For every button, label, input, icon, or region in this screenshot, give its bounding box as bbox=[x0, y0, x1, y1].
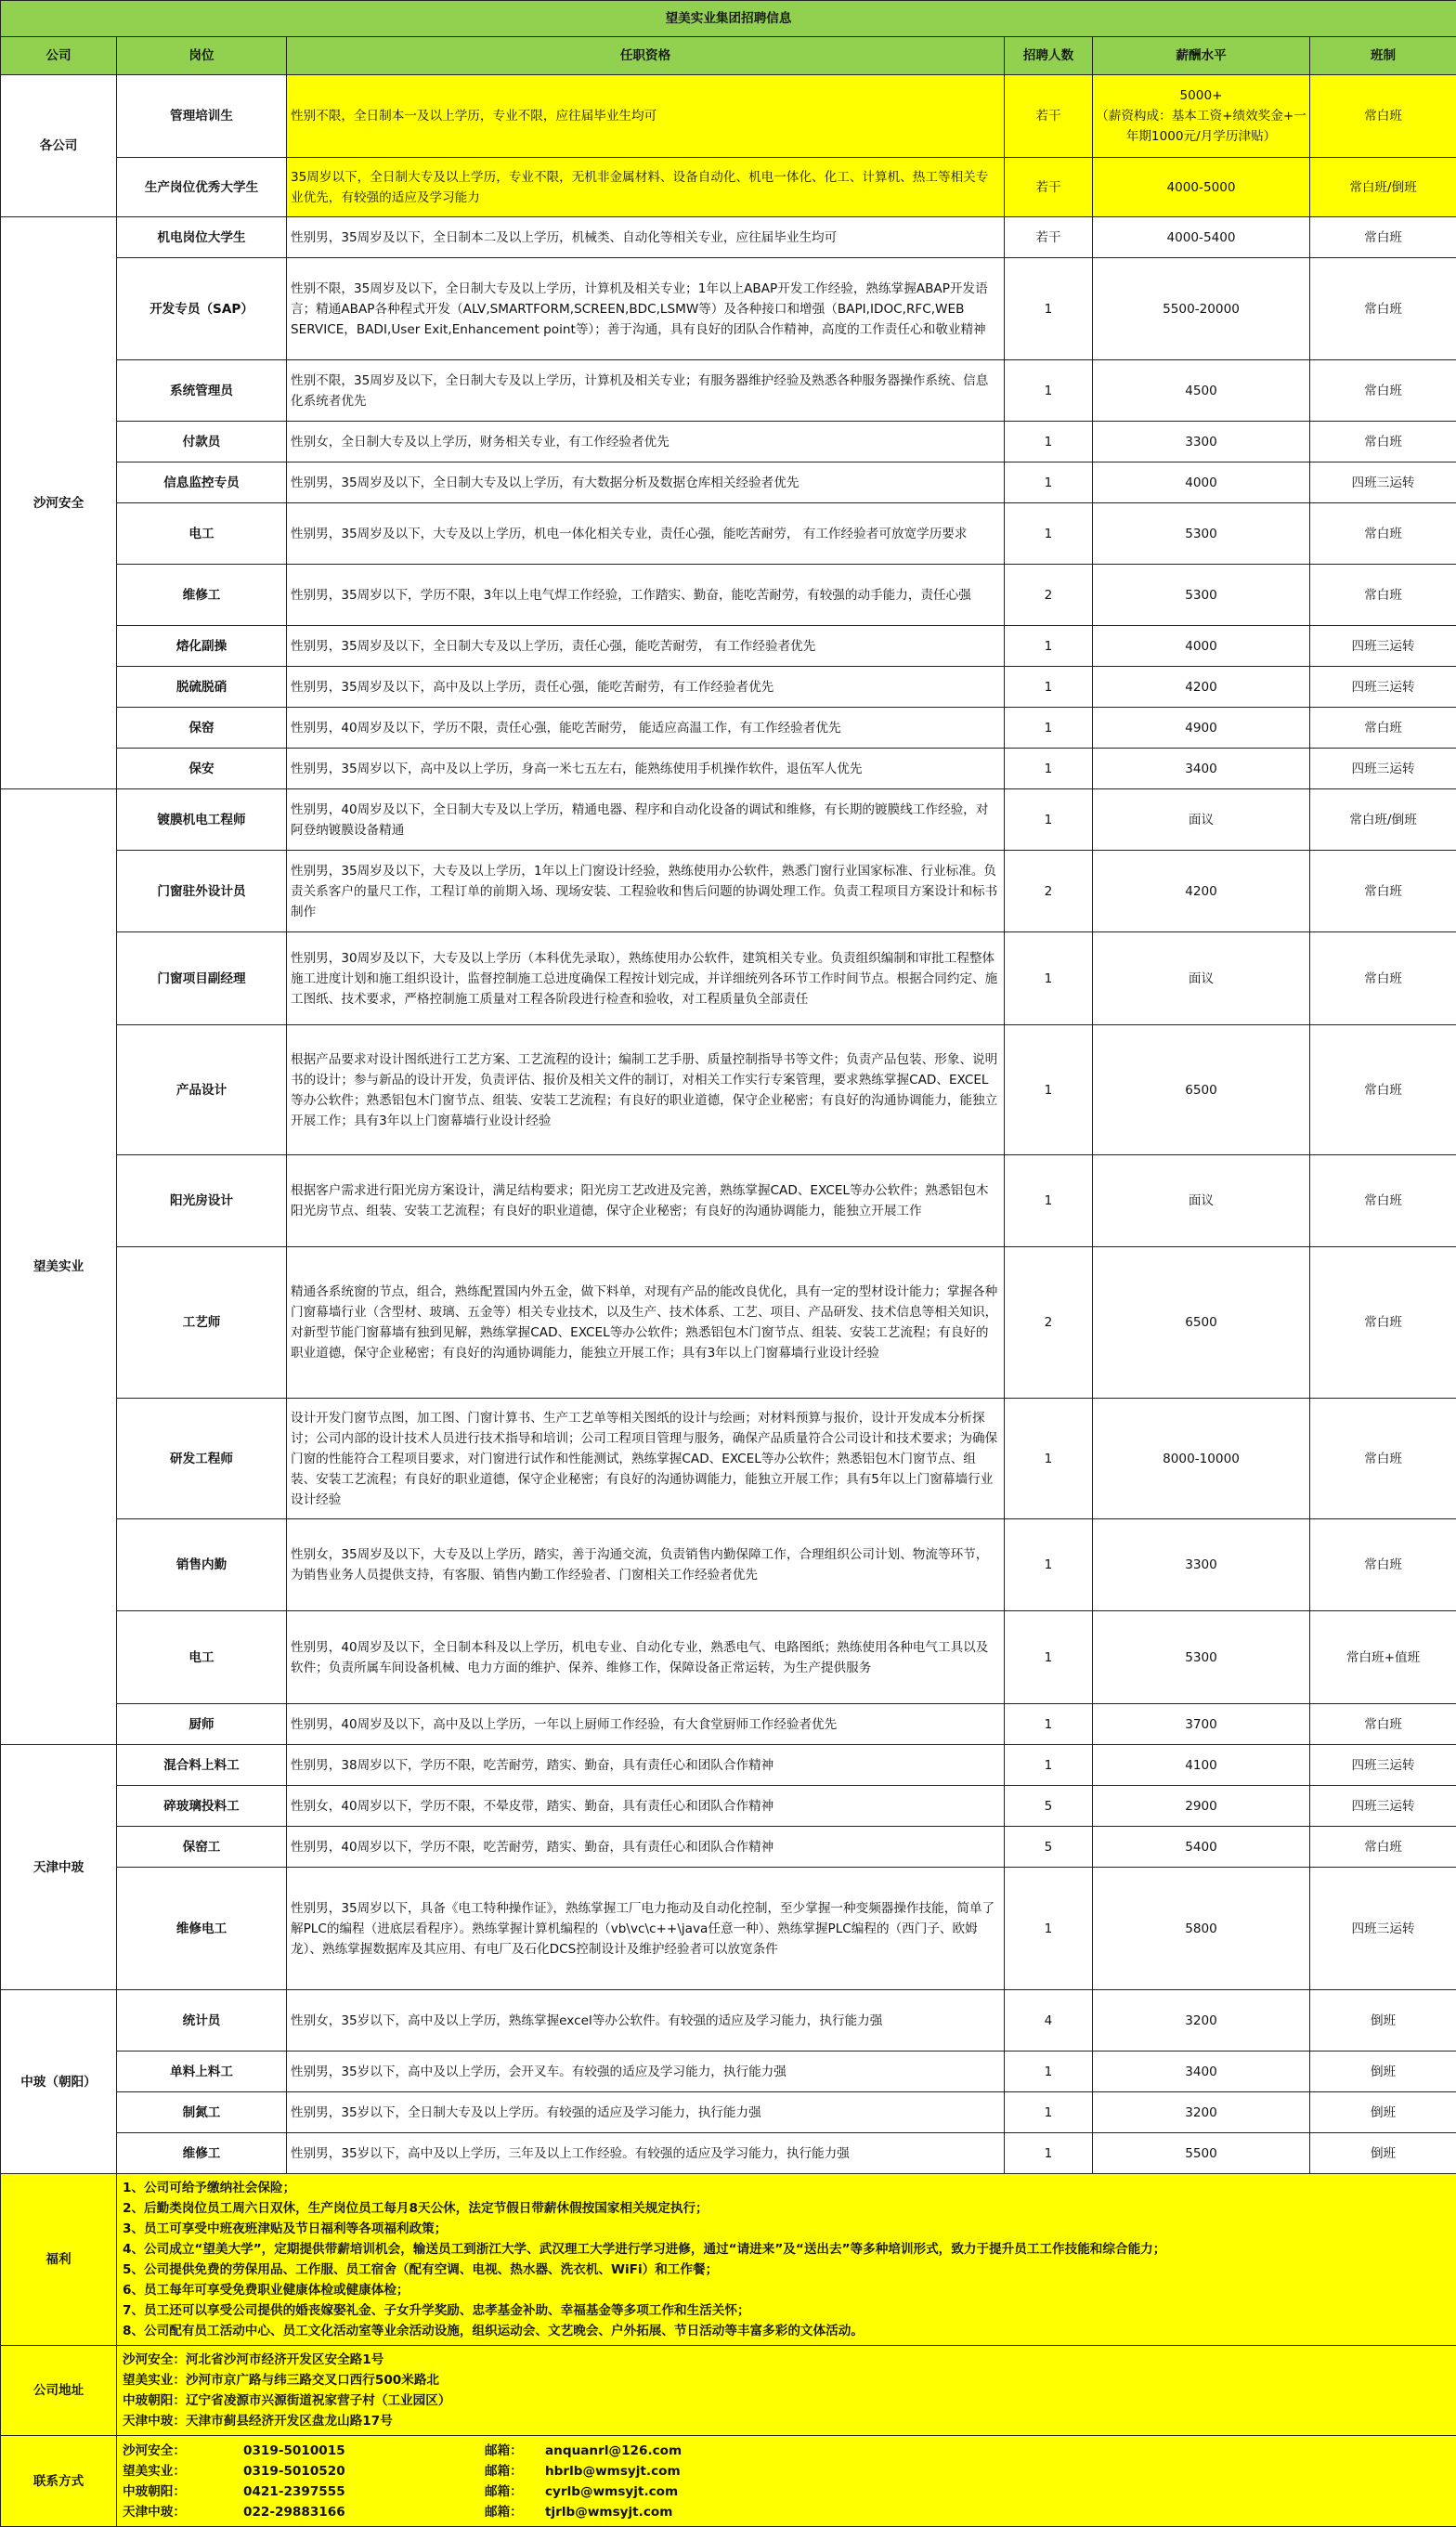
count-cell: 1 bbox=[1005, 258, 1093, 360]
count-cell: 1 bbox=[1005, 2052, 1093, 2092]
count-cell: 1 bbox=[1005, 360, 1093, 422]
table-header-row bbox=[1, 37, 1456, 75]
benefit-item: 3、员工可享受中班夜班津贴及节日福利等各项福利政策； bbox=[123, 2219, 1450, 2239]
table-row bbox=[1, 1399, 1456, 1519]
requirements-cell: 根据客户需求进行阳光房方案设计，满足结构要求；阳光房工艺改进及完善，熟练掌握CAD、EXCEL等办公软件；熟悉铝包木阳光房节点、组装、安装工艺流程；有良好的职业道德，保守企业秘密；有良好的沟通协调能力，能独立开展工作 bbox=[287, 1155, 1005, 1247]
position-cell: 门窗项目副经理 bbox=[117, 932, 287, 1025]
count-cell: 1 bbox=[1005, 1155, 1093, 1247]
table-row bbox=[1, 360, 1456, 422]
shift-cell: 常白班 bbox=[1310, 1519, 1456, 1611]
benefits-label: 福利 bbox=[1, 2174, 117, 2346]
position-cell: 熔化副操 bbox=[117, 626, 287, 667]
position-cell: 开发专员（SAP） bbox=[117, 258, 287, 360]
requirements-cell: 性别男，35周岁及以下，高中及以上学历，责任心强，能吃苦耐劳，有工作经验者优先 bbox=[287, 667, 1005, 708]
table-row bbox=[1, 1611, 1456, 1704]
position-cell: 维修工 bbox=[117, 2133, 287, 2174]
requirements-cell: 性别男，40周岁及以下，学历不限，责任心强，能吃苦耐劳， 能适应高温工作，有工作经验者优先 bbox=[287, 708, 1005, 749]
contact-email-label: 邮箱： bbox=[485, 2502, 545, 2522]
salary-cell: 4000-5000 bbox=[1093, 158, 1310, 217]
count-cell: 1 bbox=[1005, 2133, 1093, 2174]
contact-email[interactable]: anquanrl@126.com bbox=[545, 2441, 682, 2461]
benefit-item: 2、后勤类岗位员工周六日双休，生产岗位员工每月8天公休，法定节假日带薪休假按国家相关规定执行； bbox=[123, 2198, 1450, 2219]
requirements-cell: 性别男，35周岁及以下，全日制本二及以上学历，机械类、自动化等相关专业，应往届毕业生均可 bbox=[287, 217, 1005, 258]
requirements-cell: 性别不限，35周岁及以下，全日制大专及以上学历，计算机及相关专业；1年以上ABAP开发工作经验，熟练掌握ABAP开发语言；精通ABAP各种程式开发（ALV,SMARTFORM,SCREEN,BDC,LSMW等）及各种接口和增强（BAPI,IDOC,RFC,WEB SERVICE，BADI,User Exit,Enhancement point等）；善于沟通，具有良好的团队合作精神，高度的工作责任心和敬业精神 bbox=[287, 258, 1005, 360]
company-cell: 望美实业 bbox=[1, 789, 117, 1745]
contact-email-label: 邮箱： bbox=[485, 2461, 545, 2481]
requirements-cell: 根据产品要求对设计图纸进行工艺方案、工艺流程的设计；编制工艺手册、质量控制指导书等文件；负责产品包装、形象、说明书的设计；参与新品的设计开发，负责评估、报价及相关文件的制订，对相关工作实行专案管理，要求熟练掌握CAD、EXCEL等办公软件；熟悉铝包木门窗节点、组装、安装工艺流程；有良好的职业道德，保守企业秘密；有良好的沟通协调能力，能独立开展工作；具有3年以上门窗幕墙行业设计经验 bbox=[287, 1025, 1005, 1155]
table-row bbox=[1, 422, 1456, 462]
shift-cell: 常白班 bbox=[1310, 503, 1456, 565]
salary-cell: 4200 bbox=[1093, 667, 1310, 708]
shift-cell: 常白班/倒班 bbox=[1310, 789, 1456, 851]
salary-cell: 4100 bbox=[1093, 1745, 1310, 1786]
contact-list bbox=[117, 2436, 1456, 2527]
shift-cell: 四班三运转 bbox=[1310, 667, 1456, 708]
salary-cell: 4000-5400 bbox=[1093, 217, 1310, 258]
position-cell: 保安 bbox=[117, 749, 287, 789]
count-cell: 2 bbox=[1005, 1247, 1093, 1399]
benefit-item: 7、员工还可以享受公司提供的婚丧嫁娶礼金、子女升学奖励、忠孝基金补助、幸福基金等多项工作和生活关怀； bbox=[123, 2300, 1450, 2321]
requirements-cell: 性别男，40周岁及以下，高中及以上学历，一年以上厨师工作经验，有大食堂厨师工作经验者优先 bbox=[287, 1704, 1005, 1745]
count-cell: 1 bbox=[1005, 1399, 1093, 1519]
contact-item bbox=[123, 2481, 1450, 2502]
shift-cell: 四班三运转 bbox=[1310, 462, 1456, 503]
shift-cell: 常白班/倒班 bbox=[1310, 158, 1456, 217]
table-row bbox=[1, 1990, 1456, 2052]
shift-cell: 常白班 bbox=[1310, 1704, 1456, 1745]
salary-cell: 5500-20000 bbox=[1093, 258, 1310, 360]
position-cell: 镀膜机电工程师 bbox=[117, 789, 287, 851]
position-cell: 管理培训生 bbox=[117, 75, 287, 158]
address-item: 中玻朝阳：辽宁省凌源市兴源街道祝家营子村（工业园区） bbox=[123, 2390, 1450, 2411]
table-row bbox=[1, 1868, 1456, 1990]
shift-cell: 倒班 bbox=[1310, 1990, 1456, 2052]
count-cell: 若干 bbox=[1005, 75, 1093, 158]
position-cell: 机电岗位大学生 bbox=[117, 217, 287, 258]
shift-cell: 常白班 bbox=[1310, 258, 1456, 360]
table-row bbox=[1, 462, 1456, 503]
shift-cell: 常白班 bbox=[1310, 1827, 1456, 1868]
position-cell: 信息监控专员 bbox=[117, 462, 287, 503]
count-cell: 1 bbox=[1005, 1025, 1093, 1155]
salary-cell: 面议 bbox=[1093, 932, 1310, 1025]
table-row bbox=[1, 565, 1456, 626]
table-row bbox=[1, 1704, 1456, 1745]
salary-cell: 3200 bbox=[1093, 2092, 1310, 2133]
contact-email-label: 邮箱： bbox=[485, 2481, 545, 2502]
shift-cell: 四班三运转 bbox=[1310, 749, 1456, 789]
table-row bbox=[1, 1786, 1456, 1827]
table-row bbox=[1, 708, 1456, 749]
salary-cell: 5400 bbox=[1093, 1827, 1310, 1868]
table-row bbox=[1, 258, 1456, 360]
count-cell: 1 bbox=[1005, 1868, 1093, 1990]
benefit-item: 4、公司成立“望美大学”，定期提供带薪培训机会，输送员工到浙江大学、武汉理工大学进行学习进修，通过“请进来”及“送出去”等多种培训形式，致力于提升员工工作技能和综合能力； bbox=[123, 2239, 1450, 2260]
shift-cell: 四班三运转 bbox=[1310, 626, 1456, 667]
shift-cell: 常白班 bbox=[1310, 708, 1456, 749]
company-cell: 沙河安全 bbox=[1, 217, 117, 789]
requirements-cell: 精通各系统窗的节点，组合，熟练配置国内外五金，做下料单，对现有产品的能改良优化，具有一定的型材设计能力；掌握各种门窗幕墙行业（含型材、玻璃、五金等）相关专业技术，以及生产、技术体系、工艺、项目、产品研发、技术信息等相关知识，对新型节能门窗幕墙有独到见解，熟练掌握CAD、EXCEL等办公软件；熟悉铝包木门窗节点、组装、安装工艺流程；有良好的职业道德，保守企业秘密；有良好的沟通协调能力，能独立开展工作；具有3年以上门窗幕墙行业设计经验 bbox=[287, 1247, 1005, 1399]
address-label: 公司地址 bbox=[1, 2346, 117, 2436]
count-cell: 若干 bbox=[1005, 158, 1093, 217]
salary-cell: 2900 bbox=[1093, 1786, 1310, 1827]
requirements-cell: 性别女，全日制大专及以上学历，财务相关专业，有工作经验者优先 bbox=[287, 422, 1005, 462]
salary-cell: 面议 bbox=[1093, 1155, 1310, 1247]
shift-cell: 四班三运转 bbox=[1310, 1745, 1456, 1786]
count-cell: 1 bbox=[1005, 2092, 1093, 2133]
requirements-cell: 性别男，38周岁以下，学历不限，吃苦耐劳，踏实、勤奋，具有责任心和团队合作精神 bbox=[287, 1745, 1005, 1786]
salary-cell: 5500 bbox=[1093, 2133, 1310, 2174]
count-cell: 1 bbox=[1005, 708, 1093, 749]
requirements-cell: 性别男，35周岁及以下，大专及以上学历，机电一体化相关专业，责任心强，能吃苦耐劳， 有工作经验者可放宽学历要求 bbox=[287, 503, 1005, 565]
position-cell: 厨师 bbox=[117, 1704, 287, 1745]
salary-cell: 5300 bbox=[1093, 1611, 1310, 1704]
header-shift: 班制 bbox=[1310, 37, 1456, 75]
address-item: 天津中玻：天津市蓟县经济开发区盘龙山路17号 bbox=[123, 2411, 1450, 2431]
salary-cell: 3400 bbox=[1093, 749, 1310, 789]
table-row bbox=[1, 2133, 1456, 2174]
requirements-cell: 性别男，40周岁及以下，全日制本科及以上学历，机电专业、自动化专业，熟悉电气、电路图纸；熟练使用各种电气工具以及软件；负责所属车间设备机械、电力方面的维护、保养、维修工作，保障设备正常运转，为生产提供服务 bbox=[287, 1611, 1005, 1704]
position-cell: 保窑 bbox=[117, 708, 287, 749]
requirements-cell: 性别女，35岁以下，高中及以上学历，熟练掌握excel等办公软件。有较强的适应及学习能力，执行能力强 bbox=[287, 1990, 1005, 2052]
count-cell: 1 bbox=[1005, 789, 1093, 851]
table-row bbox=[1, 851, 1456, 932]
contact-phone[interactable]: 0319-5010520 bbox=[243, 2461, 485, 2481]
position-cell: 付款员 bbox=[117, 422, 287, 462]
count-cell: 1 bbox=[1005, 1519, 1093, 1611]
position-cell: 统计员 bbox=[117, 1990, 287, 2052]
shift-cell: 倒班 bbox=[1310, 2133, 1456, 2174]
count-cell: 1 bbox=[1005, 1704, 1093, 1745]
requirements-cell: 性别男，40周岁及以下，全日制大专及以上学历，精通电器、程序和自动化设备的调试和维修，有长期的镀膜线工作经验，对阿登纳镀膜设备精通 bbox=[287, 789, 1005, 851]
contact-company: 望美实业： bbox=[123, 2461, 243, 2481]
count-cell: 4 bbox=[1005, 1990, 1093, 2052]
requirements-cell: 性别男，35周岁及以下，全日制大专及以上学历，责任心强，能吃苦耐劳， 有工作经验者优先 bbox=[287, 626, 1005, 667]
requirements-cell: 性别不限，35周岁及以下，全日制大专及以上学历，计算机及相关专业；有服务器维护经验及熟悉各种服务器操作系统、信息化系统者优先 bbox=[287, 360, 1005, 422]
salary-cell: 6500 bbox=[1093, 1247, 1310, 1399]
shift-cell: 常白班 bbox=[1310, 360, 1456, 422]
count-cell: 2 bbox=[1005, 565, 1093, 626]
shift-cell: 常白班+值班 bbox=[1310, 1611, 1456, 1704]
count-cell: 1 bbox=[1005, 503, 1093, 565]
shift-cell: 常白班 bbox=[1310, 1155, 1456, 1247]
address-item: 沙河安全：河北省沙河市经济开发区安全路1号 bbox=[123, 2350, 1450, 2370]
position-cell: 单料上料工 bbox=[117, 2052, 287, 2092]
requirements-cell: 设计开发门窗节点图，加工图、门窗计算书、生产工艺单等相关图纸的设计与绘画；对材料预算与报价，设计开发成本分析探讨；公司内部的设计技术人员进行技术指导和培训；公司工程项目管理与服务，确保产品质量符合公司设计和技术要求；为确保门窗的性能符合工程项目要求，对门窗进行试作和性能测试，熟练掌握CAD、EXCEL等办公软件；熟悉铝包木门窗节点、组装、安装工艺流程；有良好的职业道德，保守企业秘密；有良好的沟通协调能力，能独立开展工作；具有5年以上门窗幕墙行业设计经验 bbox=[287, 1399, 1005, 1519]
requirements-cell: 性别女，35周岁及以下，大专及以上学历，踏实，善于沟通交流，负责销售内勤保障工作，合理组织公司计划、物流等环节，为销售业务人员提供支持，有客服、销售内勤工作经验者、门窗相关工作经验者优先 bbox=[287, 1519, 1005, 1611]
header-salary: 薪酬水平 bbox=[1093, 37, 1310, 75]
count-cell: 5 bbox=[1005, 1827, 1093, 1868]
page-title: 望美实业集团招聘信息 bbox=[1, 1, 1456, 37]
shift-cell: 常白班 bbox=[1310, 1025, 1456, 1155]
table-row bbox=[1, 2092, 1456, 2133]
contact-email[interactable]: hbrlb@wmsyjt.com bbox=[545, 2461, 681, 2481]
table-row bbox=[1, 503, 1456, 565]
contact-phone[interactable]: 022-29883166 bbox=[243, 2502, 485, 2522]
shift-cell: 四班三运转 bbox=[1310, 1868, 1456, 1990]
shift-cell: 常白班 bbox=[1310, 422, 1456, 462]
salary-cell: 3400 bbox=[1093, 2052, 1310, 2092]
contact-item bbox=[123, 2502, 1450, 2522]
company-cell: 中玻（朝阳） bbox=[1, 1990, 117, 2174]
salary-cell: 4200 bbox=[1093, 851, 1310, 932]
position-cell: 混合料上料工 bbox=[117, 1745, 287, 1786]
requirements-cell: 性别男，35周岁以下，学历不限，3年以上电气焊工作经验，工作踏实、勤奋，能吃苦耐劳，有较强的动手能力，责任心强 bbox=[287, 565, 1005, 626]
requirements-cell: 性别男，35周岁以下，高中及以上学历，身高一米七五左右，能熟练使用手机操作软件，退伍军人优先 bbox=[287, 749, 1005, 789]
count-cell: 1 bbox=[1005, 749, 1093, 789]
salary-cell: 5000+ （薪资构成：基本工资+绩效奖金+一年期1000元/月学历津贴） bbox=[1093, 75, 1310, 158]
shift-cell: 常白班 bbox=[1310, 851, 1456, 932]
address-item: 望美实业：沙河市京广路与纬三路交叉口西行500米路北 bbox=[123, 2370, 1450, 2390]
contact-item bbox=[123, 2441, 1450, 2461]
header-requirements: 任职资格 bbox=[287, 37, 1005, 75]
requirements-cell: 性别男，35周岁及以下，全日制大专及以上学历，有大数据分析及数据仓库相关经验者优先 bbox=[287, 462, 1005, 503]
benefit-item: 6、员工每年可享受免费职业健康体检或健康体检； bbox=[123, 2280, 1450, 2300]
contact-company: 中玻朝阳： bbox=[123, 2481, 243, 2502]
position-cell: 脱硫脱硝 bbox=[117, 667, 287, 708]
salary-cell: 4000 bbox=[1093, 626, 1310, 667]
contact-phone[interactable]: 0319-5010015 bbox=[243, 2441, 485, 2461]
table-row bbox=[1, 75, 1456, 158]
contact-label: 联系方式 bbox=[1, 2436, 117, 2527]
benefit-item: 8、公司配有员工活动中心、员工文化活动室等业余活动设施，组织运动会、文艺晚会、户外拓展、节日活动等丰富多彩的文体活动。 bbox=[123, 2321, 1450, 2341]
position-cell: 碎玻璃投料工 bbox=[117, 1786, 287, 1827]
salary-cell: 4500 bbox=[1093, 360, 1310, 422]
position-cell: 制氮工 bbox=[117, 2092, 287, 2133]
contact-company: 天津中玻： bbox=[123, 2502, 243, 2522]
requirements-cell: 性别女，40周岁以下，学历不限，不晕皮带，踏实、勤奋，具有责任心和团队合作精神 bbox=[287, 1786, 1005, 1827]
header-position: 岗位 bbox=[117, 37, 287, 75]
table-row bbox=[1, 217, 1456, 258]
count-cell: 5 bbox=[1005, 1786, 1093, 1827]
count-cell: 1 bbox=[1005, 626, 1093, 667]
table-row bbox=[1, 626, 1456, 667]
table-row bbox=[1, 932, 1456, 1025]
salary-cell: 3200 bbox=[1093, 1990, 1310, 2052]
position-cell: 电工 bbox=[117, 503, 287, 565]
table-row bbox=[1, 158, 1456, 217]
contact-email[interactable]: cyrlb@wmsyjt.com bbox=[545, 2481, 678, 2502]
requirements-cell: 性别不限，全日制本一及以上学历，专业不限，应往届毕业生均可 bbox=[287, 75, 1005, 158]
count-cell: 若干 bbox=[1005, 217, 1093, 258]
requirements-cell: 性别男，35岁以下，高中及以上学历，三年及以上工作经验。有较强的适应及学习能力，执行能力强 bbox=[287, 2133, 1005, 2174]
position-cell: 门窗驻外设计员 bbox=[117, 851, 287, 932]
table-row bbox=[1, 667, 1456, 708]
salary-cell: 5300 bbox=[1093, 565, 1310, 626]
benefits-row bbox=[1, 2174, 1456, 2346]
salary-cell: 3300 bbox=[1093, 1519, 1310, 1611]
company-cell: 各公司 bbox=[1, 75, 117, 217]
salary-cell: 6500 bbox=[1093, 1025, 1310, 1155]
salary-cell: 4900 bbox=[1093, 708, 1310, 749]
contact-email[interactable]: tjrlb@wmsyjt.com bbox=[545, 2502, 672, 2522]
requirements-cell: 35周岁以下，全日制大专及以上学历，专业不限，无机非金属材料、设备自动化、机电一体化、化工、计算机、热工等相关专业优先，有较强的适应及学习能力 bbox=[287, 158, 1005, 217]
salary-cell: 5300 bbox=[1093, 503, 1310, 565]
table-row bbox=[1, 1247, 1456, 1399]
company-cell: 天津中玻 bbox=[1, 1745, 117, 1990]
position-cell: 电工 bbox=[117, 1611, 287, 1704]
position-cell: 维修工 bbox=[117, 565, 287, 626]
count-cell: 1 bbox=[1005, 462, 1093, 503]
position-cell: 销售内勤 bbox=[117, 1519, 287, 1611]
benefit-item: 5、公司提供免费的劳保用品、工作服、员工宿舍（配有空调、电视、热水器、洗衣机、WiFi）和工作餐； bbox=[123, 2260, 1450, 2280]
table-row bbox=[1, 1827, 1456, 1868]
table-row bbox=[1, 2052, 1456, 2092]
count-cell: 1 bbox=[1005, 1611, 1093, 1704]
salary-cell: 3700 bbox=[1093, 1704, 1310, 1745]
header-company: 公司 bbox=[1, 37, 117, 75]
requirements-cell: 性别男，35岁以下，高中及以上学历，会开叉车。有较强的适应及学习能力，执行能力强 bbox=[287, 2052, 1005, 2092]
benefit-item: 1、公司可给予缴纳社会保险； bbox=[123, 2178, 1450, 2198]
requirements-cell: 性别男，35岁以下，全日制大专及以上学历。有较强的适应及学习能力，执行能力强 bbox=[287, 2092, 1005, 2133]
position-cell: 系统管理员 bbox=[117, 360, 287, 422]
requirements-cell: 性别男，35周岁以下，具备《电工特种操作证》，熟练掌握工厂电力拖动及自动化控制，至少掌握一种变频器操作技能，简单了解PLC的编程（进底层看程序）。熟练掌握计算机编程的（vb\vc\c++\java任意一种）、熟练掌握PLC编程的（西门子、欧姆龙）、熟练掌握数据库及其应用、有电厂及石化DCS控制设计及维护经验者可以放宽条件 bbox=[287, 1868, 1005, 1990]
position-cell: 研发工程师 bbox=[117, 1399, 287, 1519]
requirements-cell: 性别男，35周岁及以下，大专及以上学历，1年以上门窗设计经验，熟练使用办公软件，熟悉门窗行业国家标准、行业标准。负责关系客户的量尺工作，工程订单的前期入场、现场安装、工程验收和售后问题的协调处理工作。负责工程项目方案设计和标书制作 bbox=[287, 851, 1005, 932]
salary-cell: 8000-10000 bbox=[1093, 1399, 1310, 1519]
position-cell: 产品设计 bbox=[117, 1025, 287, 1155]
table-row bbox=[1, 1745, 1456, 1786]
shift-cell: 常白班 bbox=[1310, 1247, 1456, 1399]
salary-cell: 4000 bbox=[1093, 462, 1310, 503]
count-cell: 1 bbox=[1005, 1745, 1093, 1786]
table-row bbox=[1, 1155, 1456, 1247]
address-list bbox=[117, 2346, 1456, 2436]
contact-email-label: 邮箱： bbox=[485, 2441, 545, 2461]
table-row bbox=[1, 789, 1456, 851]
contact-item bbox=[123, 2461, 1450, 2481]
requirements-cell: 性别男，40周岁以下，学历不限，吃苦耐劳，踏实、勤奋，具有责任心和团队合作精神 bbox=[287, 1827, 1005, 1868]
salary-cell: 3300 bbox=[1093, 422, 1310, 462]
shift-cell: 常白班 bbox=[1310, 75, 1456, 158]
contact-row bbox=[1, 2436, 1456, 2527]
table-row bbox=[1, 749, 1456, 789]
address-row bbox=[1, 2346, 1456, 2436]
salary-cell: 面议 bbox=[1093, 789, 1310, 851]
count-cell: 2 bbox=[1005, 851, 1093, 932]
shift-cell: 常白班 bbox=[1310, 1399, 1456, 1519]
position-cell: 保窑工 bbox=[117, 1827, 287, 1868]
shift-cell: 倒班 bbox=[1310, 2052, 1456, 2092]
shift-cell: 常白班 bbox=[1310, 932, 1456, 1025]
table-row bbox=[1, 1519, 1456, 1611]
table-row bbox=[1, 1025, 1456, 1155]
shift-cell: 常白班 bbox=[1310, 217, 1456, 258]
contact-phone[interactable]: 0421-2397555 bbox=[243, 2481, 485, 2502]
position-cell: 维修电工 bbox=[117, 1868, 287, 1990]
salary-cell: 5800 bbox=[1093, 1868, 1310, 1990]
shift-cell: 倒班 bbox=[1310, 2092, 1456, 2133]
position-cell: 生产岗位优秀大学生 bbox=[117, 158, 287, 217]
shift-cell: 四班三运转 bbox=[1310, 1786, 1456, 1827]
count-cell: 1 bbox=[1005, 667, 1093, 708]
header-count: 招聘人数 bbox=[1005, 37, 1093, 75]
position-cell: 阳光房设计 bbox=[117, 1155, 287, 1247]
contact-company: 沙河安全： bbox=[123, 2441, 243, 2461]
benefits-list bbox=[117, 2174, 1456, 2346]
count-cell: 1 bbox=[1005, 422, 1093, 462]
shift-cell: 常白班 bbox=[1310, 565, 1456, 626]
position-cell: 工艺师 bbox=[117, 1247, 287, 1399]
count-cell: 1 bbox=[1005, 932, 1093, 1025]
requirements-cell: 性别男，30周岁及以下，大专及以上学历（本科优先录取），熟练使用办公软件，建筑相关专业。负责组织编制和审批工程整体施工进度计划和施工组织设计，监督控制施工总进度确保工程按计划完成，并详细统列各环节工作时间节点。根据合同约定、施工图纸、技术要求，严格控制施工质量对工程各阶段进行检查和验收，对工程质量负全部责任 bbox=[287, 932, 1005, 1025]
